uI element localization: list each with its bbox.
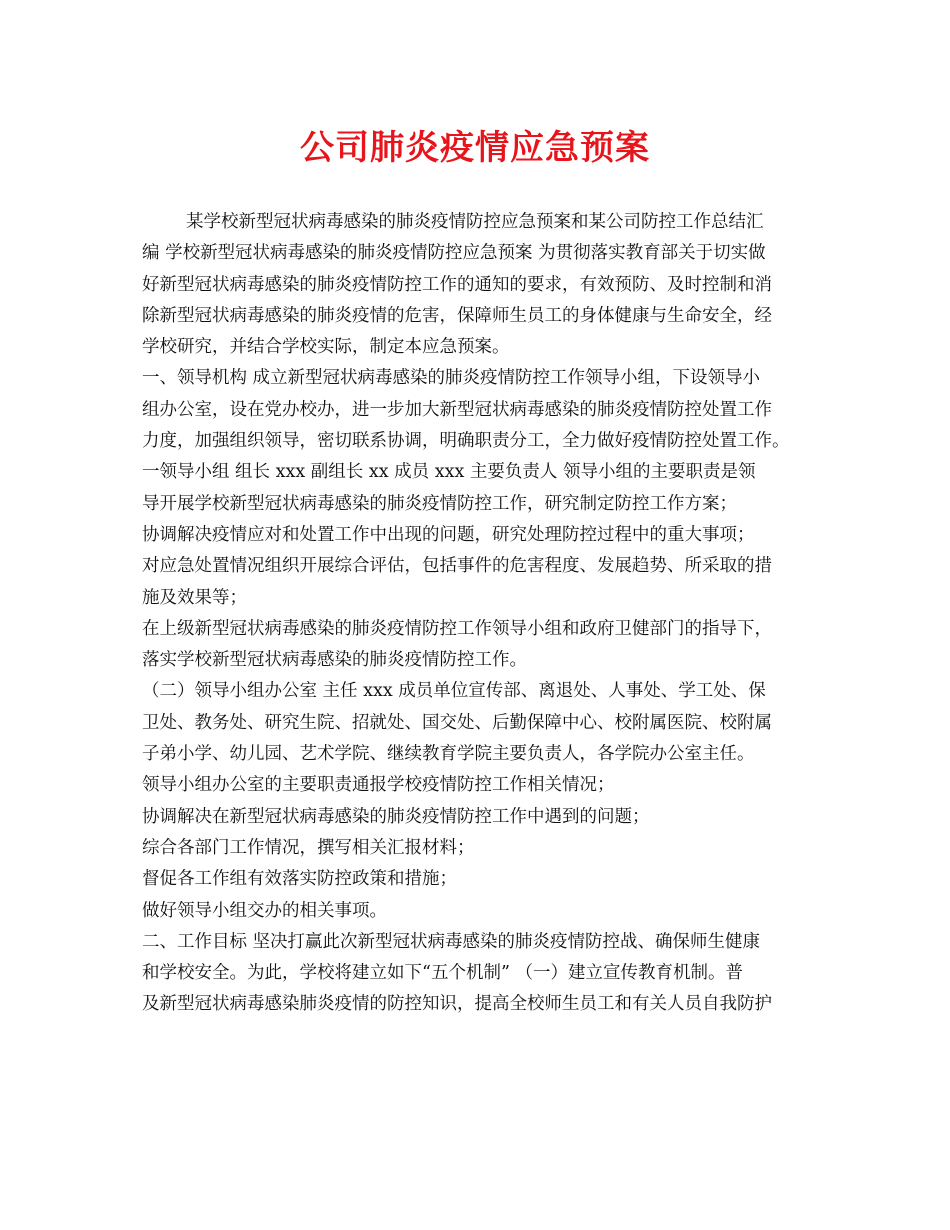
body-line: 除新型冠状病毒感染的肺炎疫情的危害，保障师生员工的身体健康与生命安全，经 bbox=[142, 305, 772, 326]
body-line: 落实学校新型冠状病毒感染的肺炎疫情防控工作。 bbox=[142, 650, 527, 671]
body-line: 卫处、教务处、研究生院、招就处、国交处、后勤保障中心、校附属医院、校附属 bbox=[142, 712, 772, 733]
body-line: 一领导小组 组长 xxx 副组长 xx 成员 xxx 主要负责人 领导小组的主要职责是领 bbox=[142, 462, 756, 483]
body-line: 施及效果等； bbox=[142, 587, 247, 608]
body-line: 督促各工作组有效落实防控政策和措施； bbox=[142, 869, 457, 890]
body-line: 力度，加强组织领导，密切联系协调，明确职责分工，全力做好疫情防控处置工作。 bbox=[142, 431, 790, 452]
document-body bbox=[142, 207, 812, 1021]
body-line: 和学校安全。为此，学校将建立如下“五个机制” （一）建立宣传教育机制。普 bbox=[142, 963, 743, 984]
body-line: 编 学校新型冠状病毒感染的肺炎疫情防控应急预案 为贯彻落实教育部关于切实做 bbox=[142, 243, 766, 264]
body-line: 协调解决在新型冠状病毒感染的肺炎疫情防控工作中遇到的问题； bbox=[142, 806, 650, 827]
body-line: 子弟小学、幼儿园、艺术学院、继续教育学院主要负责人，各学院办公室主任。 bbox=[142, 744, 755, 765]
body-line: 做好领导小组交办的相关事项。 bbox=[142, 900, 387, 921]
body-line: 组办公室，设在党办校办，进一步加大新型冠状病毒感染的肺炎疫情防控处置工作 bbox=[142, 399, 772, 420]
body-line: 导开展学校新型冠状病毒感染的肺炎疫情防控工作，研究制定防控工作方案； bbox=[142, 493, 737, 514]
body-line: 二、工作目标 坚决打赢此次新型冠状病毒感染的肺炎疫情防控战、确保师生健康 bbox=[142, 931, 761, 952]
body-line: 领导小组办公室的主要职责通报学校疫情防控工作相关情况； bbox=[142, 775, 615, 796]
body-line: 某学校新型冠状病毒感染的肺炎疫情防控应急预案和某公司防控工作总结汇 bbox=[186, 212, 764, 232]
body-line: 好新型冠状病毒感染的肺炎疫情防控工作的通知的要求，有效预防、及时控制和消 bbox=[142, 274, 772, 295]
body-line: 对应急处置情况组织开展综合评估，包括事件的危害程度、发展趋势、所采取的措 bbox=[142, 556, 772, 577]
body-line: 学校研究，并结合学校实际，制定本应急预案。 bbox=[142, 337, 510, 358]
body-line: （二）领导小组办公室 主任 xxx 成员单位宣传部、离退处、人事处、学工处、保 bbox=[142, 681, 766, 702]
body-line: 一、领导机构 成立新型冠状病毒感染的肺炎疫情防控工作领导小组，下设领导小 bbox=[142, 368, 761, 389]
body-line: 综合各部门工作情况，撰写相关汇报材料； bbox=[142, 837, 475, 858]
body-line: 协调解决疫情应对和处置工作中出现的问题，研究处理防控过程中的重大事项； bbox=[142, 524, 755, 545]
document-title: 公司肺炎疫情应急预案 bbox=[300, 128, 650, 168]
body-line: 在上级新型冠状病毒感染的肺炎疫情防控工作领导小组和政府卫健部门的指导下， bbox=[142, 618, 772, 639]
body-line: 及新型冠状病毒感染肺炎疫情的防控知识，提高全校师生员工和有关人员自我防护 bbox=[142, 994, 772, 1015]
